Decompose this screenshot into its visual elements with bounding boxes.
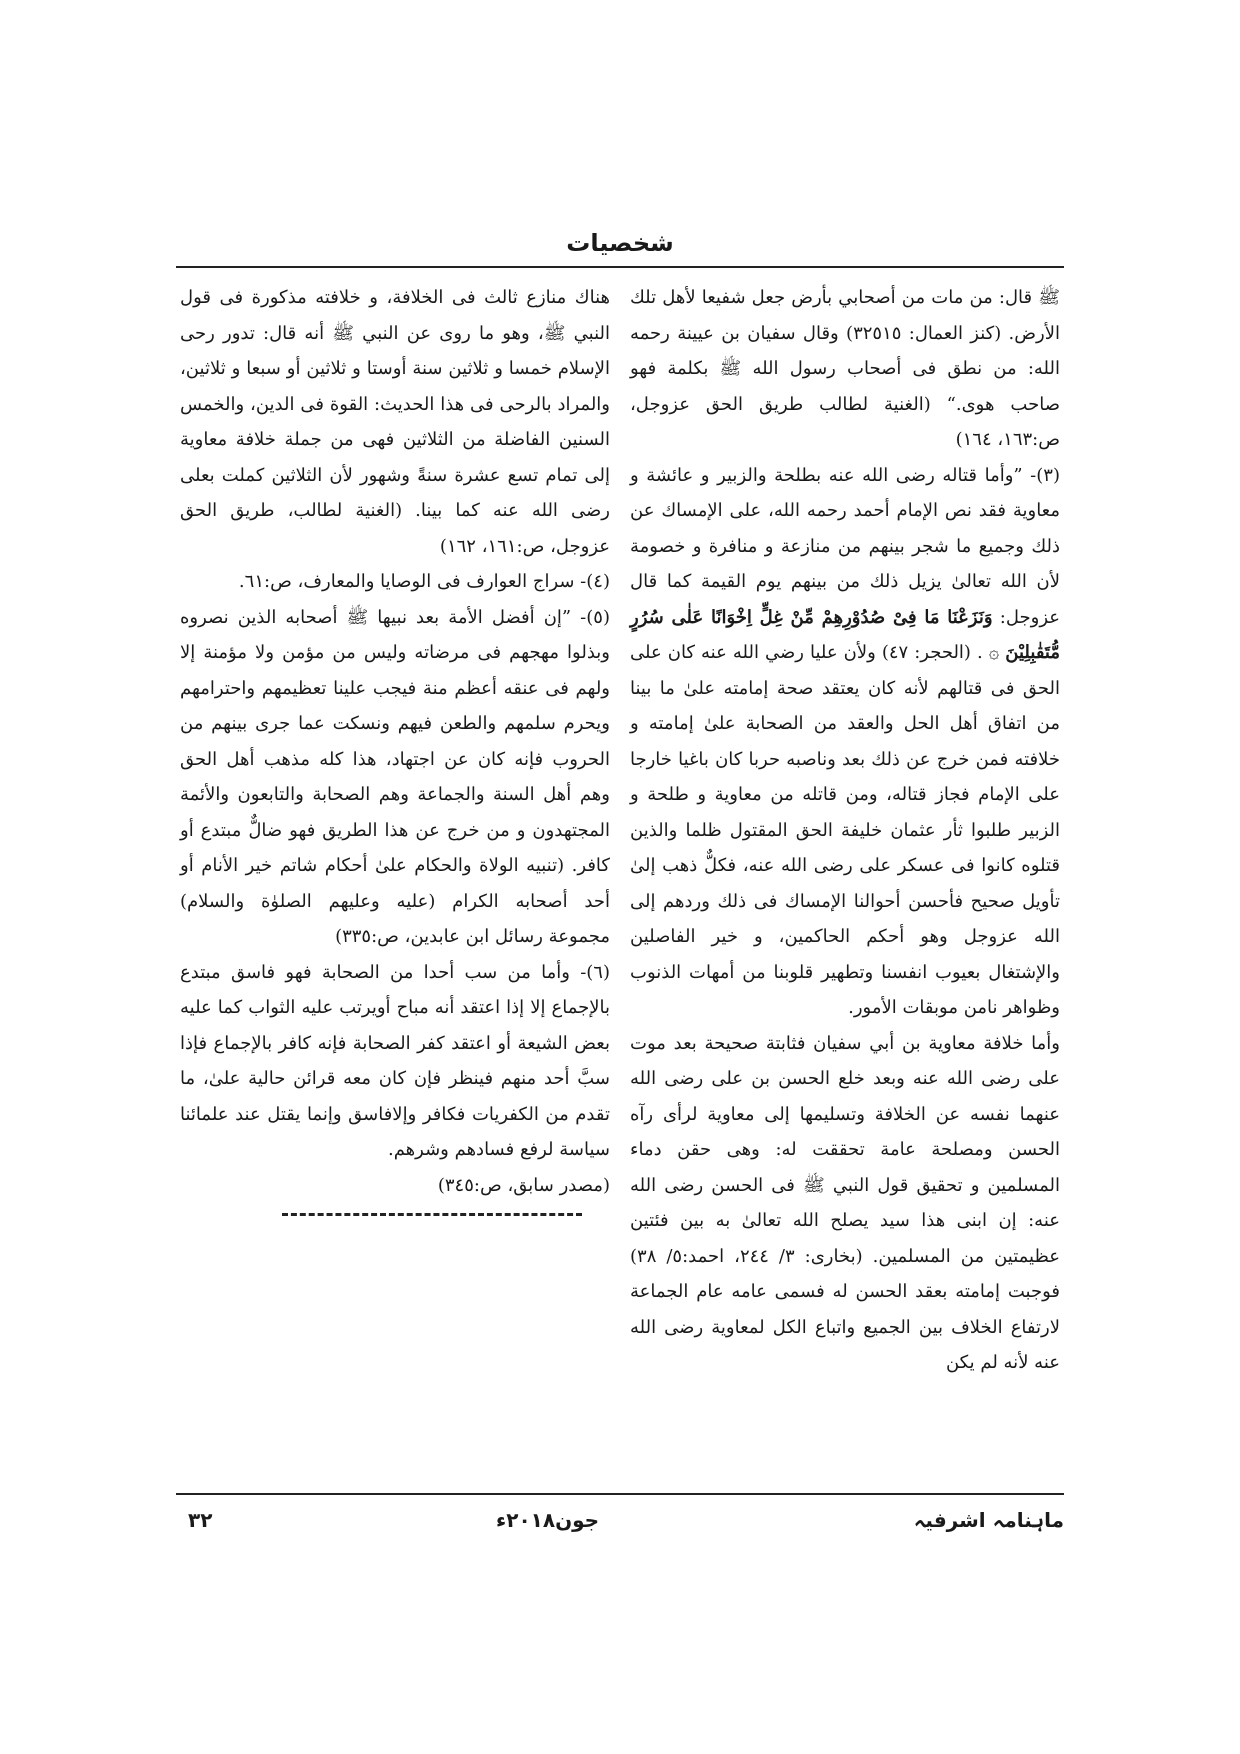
paragraph: [630, 458, 1060, 1026]
page-number: ۳۲: [188, 1508, 213, 1532]
paragraph-text: ۞ . (الحجر: ٤٧) ولأن عليا رضي الله عنه كان على الحق فى قتالهم لأنه كان يعتقد صحة إمامته علىٰ ما بينا من اتفاق أهل الحل والعقد من الصحابة علىٰ إمامته و خلافته فمن خرج عن ذلك بعد وناصبه حربا كان باغيا خارجا على الإمام فجاز قتاله، ومن قاتله من معاوية و طلحة و الزبير طلبوا ثأر عثمان خليفة الحق المقتول ظلما والذين قتلوه كانوا فى عسكر على رضى الله عنه، فكلٌّ ذهب إلىٰ تأويل صحيح فأحسن أحوالنا الإمساك فى ذلك وردهم إلى الله عزوجل وهو أحكم الحاكمين، و خير الفاصلين والإشتغال بعيوب انفسنا وتطهير قلوبنا من أمهات الذنوب وظواهر نامن موبقات الأمور.: [630, 642, 1060, 1018]
header-rule: [176, 266, 1064, 268]
section-divider: [282, 1213, 582, 1216]
journal-name: ماہنامہ اشرفیہ: [913, 1508, 1064, 1532]
paragraph: (٤)- سراج العوارف فى الوصايا والمعارف، ص:٦١.: [238, 571, 610, 592]
paragraph: وأما خلافة معاوية بن أبي سفيان فثابتة صحيحة بعد موت على رضى الله عنه وبعد خلع الحسن بن على رضى الله عنهما نفسه عن الخلافة وتسليمها إلى معاوية لرأى رآه الحسن ومصلحة عامة تحققت له: وهى حقن دماء المسلمين و تحقيق قول النبي ﷺ فى الحسن رضى الله عنه: إن ابنى هذا سيد يصلح الله تعالىٰ به بين فئتين عظيمتين من المسلمين. (بخارى: ٣/ ٢٤٤، احمد:٥/ ٣٨) فوجبت إمامته بعقد الحسن له فسمى عامه عام الجماعة لارتفاع الخلاف بين الجميع واتباع الكل لمعاوية رضى الله عنه لأنه لم يكن: [630, 1032, 1060, 1373]
footer-rule: [176, 1493, 1064, 1495]
issue-date: جون۲۰۱۸ء: [496, 1508, 600, 1532]
paragraph: ﷺ قال: من مات من أصحابي بأرض جعل شفيعا لأهل تلك الأرض. (كنز العمال: ٣٢٥١٥) وقال سفيان بن عيينة رحمه الله: من نطق فى أصحاب رسول الله ﷺ بكلمة فهو صاحب هوى.“ (الغنية لطالب طريق الحق عزوجل، ص:١٦٣، ١٦٤): [630, 287, 1061, 450]
page-footer: [176, 1500, 1064, 1540]
paragraph: (٥)- ”إن أفضل الأمة بعد نبيها ﷺ أصحابه الذين نصروه وبذلوا مهجهم فى مرضاته وليس من مؤمن ولا مؤمنة إلا ولهم فى عنقه أعظم منة فيجب علينا تعظيمهم واحترامهم ويحرم سلمهم والطعن فيهم ونسكت عما جرى بينهم من الحروب فإنه كان عن اجتهاد، هذا كله مذهب أهل الحق وهم أهل السنة والجماعة وهم الصحابة والتابعون والأئمة المجتهدون و من خرج عن هذا الطريق فهو ضالٌّ مبتدع أو كافر. (تنبيه الولاة والحكام علىٰ أحكام شاتم خير الأنام أو أحد أصحابه الكرام (عليه وعليهم الصلوٰة والسلام) مجموعة رسائل ابن عابدين، ص:٣٣٥): [180, 606, 610, 947]
right-column: [630, 280, 1060, 1381]
quran-verse: وَنَزَعْنَا مَا فِىْ صُدُوْرِهِمْ مِّنْ غِلٍّ اِخْوَانًا عَلٰى سُرُرٍ مُّتَقٰبِلِيْنَ: [630, 606, 1060, 663]
paragraph: هناك منازع ثالث فى الخلافة، و خلافته مذكورة فى قول النبي ﷺ، وهو ما روى عن النبي ﷺ أنه قال: تدور رحى الإسلام خمسا و ثلاثين سنة أوستا و ثلاثين أو سبعا و ثلاثين، والمراد بالرحى فى هذا الحديث: القوة فى الدين، والخمس السنين الفاضلة من الثلاثين فهى من جملة خلافة معاوية إلى تمام تسع عشرة سنةً وشهور لأن الثلاثين كملت بعلى رضى الله عنه كما بينا. (الغنية لطالب، طريق الحق عزوجل، ص:١٦١، ١٦٢): [180, 287, 610, 557]
left-column: [180, 280, 610, 1216]
page-header-title: شخصيات: [566, 229, 674, 257]
paragraph-text: (٣)- ”وأما قتاله رضى الله عنه بطلحة والزبير و عائشة و معاوية فقد نص الإمام أحمد رحمه الله، على الإمساك عن ذلك وجميع ما شجر بينهم من منازعة و منافرة و خصومة لأن الله تعالىٰ يزيل ذلك من بينهم يوم القيمة كما قال عزوجل:: [630, 464, 1060, 628]
paragraph: (٦)- وأما من سب أحدا من الصحابة فهو فاسق مبتدع بالإجماع إلا إذا اعتقد أنه مباح أويرتب عليه الثواب كما عليه بعض الشيعة أو اعتقد كفر الصحابة فإنه كافر بالإجماع فإذا سبَّ أحد منهم فينظر فإن كان معه قرائن حالية علىٰ، ما تقدم من الكفريات فكافر وإلافاسق وإنما يقتل عند علمائنا سياسة لرفع فسادهم وشرهم.: [180, 961, 610, 1160]
source-reference: (مصدر سابق، ص:٣٤٥): [437, 1174, 610, 1196]
